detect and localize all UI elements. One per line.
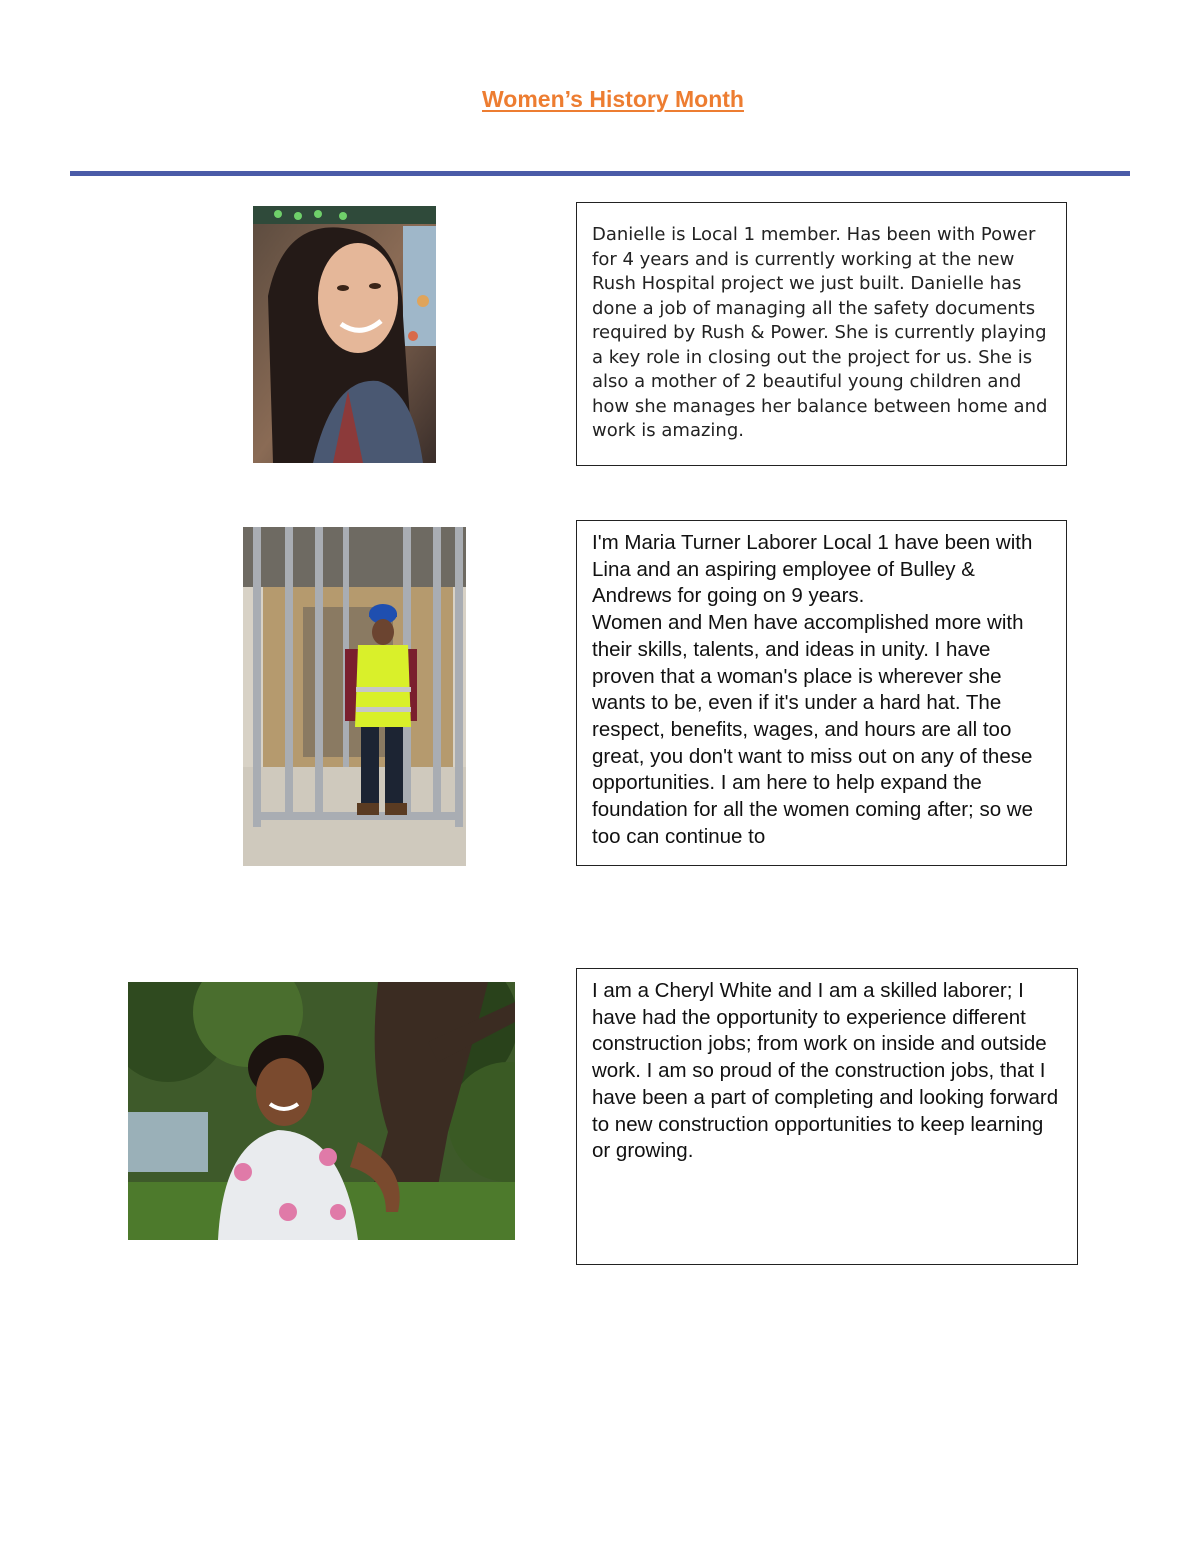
profile-text: I am a Cheryl White and I am a skilled laborer; I have had the opportunity to experience different construction jobs; from work on inside and outside work. I am so proud of the construction jobs, that I have been a part of completing and looking forward to new construction opportunities to keep learning or growing. <box>592 979 1059 1163</box>
profile-text: Danielle is Local 1 member. Has been with Power for 4 years and is currently working at the new Rush Hospital project we just built. Danielle has done a job of managing all the safety documents required by Rush & Power. She is currently playing a key role in closing out the project for us. She is also a mother of 2 beautiful young children and how she manages her balance between home and work is amazing. <box>592 224 1048 441</box>
profile-card-maria <box>576 520 1067 866</box>
header-divider <box>70 171 1130 176</box>
construction-site-photo-maria <box>243 527 466 866</box>
profile-text: I'm Maria Turner Laborer Local 1 have been with Lina and an aspiring employee of Bulley & Andrews for going on 9 years. Women and Men have accomplished more with their skills, talents, and ideas in unity. I have proven that a woman's place is wherever she wants to be, even if it's under a hard hat. The respect, benefits, wages, and hours are all too great, you don't want to miss out on any of these opportunities. I am here to help expand the foundation for all the women coming after; so we too can continue to <box>592 531 1033 848</box>
outdoor-photo-cheryl <box>128 982 515 1240</box>
profile-card-danielle <box>576 202 1067 466</box>
profile-card-cheryl <box>576 968 1078 1265</box>
portrait-photo-danielle <box>253 206 436 463</box>
page-title: Women’s History Month <box>482 86 744 112</box>
